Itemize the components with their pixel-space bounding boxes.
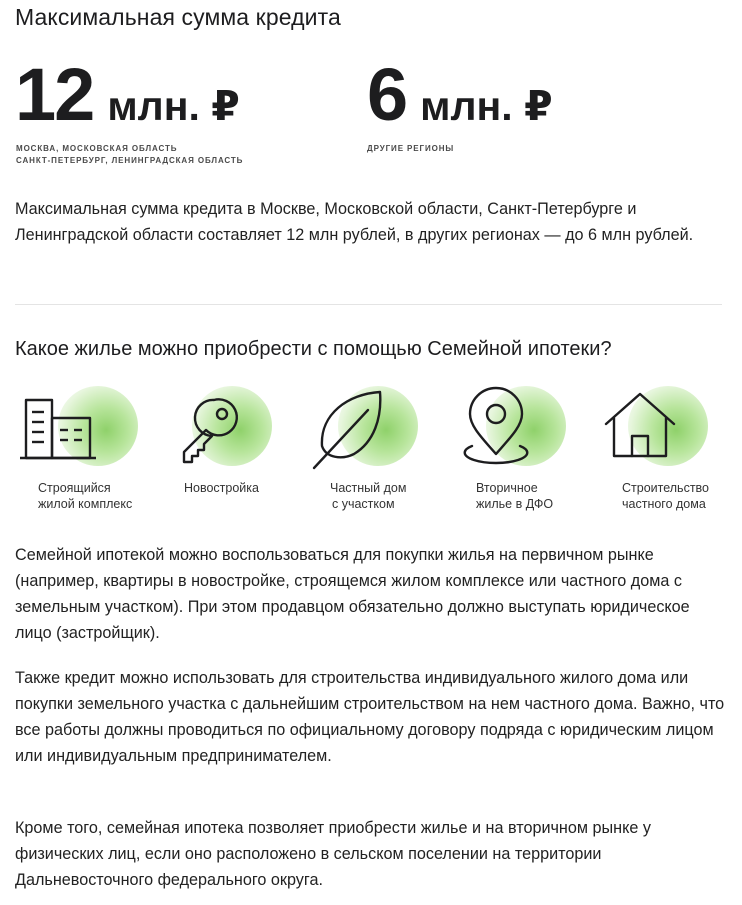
housing-type-label	[38, 480, 132, 512]
label-line: Частный дом	[330, 481, 407, 495]
amount-caption-moscow-spb	[16, 143, 243, 167]
section-divider	[15, 304, 722, 305]
housing-type-private-house-plot	[308, 384, 448, 524]
housing-type-label	[622, 480, 709, 512]
housing-paragraph-primary-market: Семейной ипотекой можно воспользоваться для покупки жилья на первичном рынке (например, квартиры в новостройке, строящемся жилом комплексе или частного дома с земельным участком). При этом продавцом обязательно должно выступать юридическое лицо (застройщик).	[15, 546, 690, 642]
label-line: жилье в ДФО	[476, 497, 554, 511]
amount-unit: млн. ₽	[107, 83, 240, 129]
amount-other-regions	[367, 52, 553, 137]
section-title-housing: Какое жилье можно приобрести с помощью Семейной ипотеки?	[15, 338, 612, 360]
caption-line: МОСКВА, МОСКОВСКАЯ ОБЛАСТЬ	[16, 144, 178, 153]
amount-unit: млн. ₽	[420, 83, 553, 129]
label-line: жилой комплекс	[38, 497, 133, 511]
housing-type-label	[184, 480, 259, 496]
caption-line: САНКТ-ПЕТЕРБУРГ, ЛЕНИНГРАДСКАЯ ОБЛАСТЬ	[16, 156, 244, 165]
housing-paragraph-secondary-market: Кроме того, семейная ипотека позволяет приобрести жилье и на вторичном рынке у физических лиц, если оно расположено в сельском поселении на территории Дальневосточного федерального округа.	[15, 819, 651, 889]
amount-caption-other-regions	[367, 143, 454, 155]
amount-number: 12	[15, 53, 94, 136]
label-line: Вторичное	[476, 481, 538, 495]
label-line: Новостройка	[184, 481, 259, 495]
housing-paragraph-construction: Также кредит можно использовать для строительства индивидуального жилого дома или покупки земельного участка с дальнейшим строительством на нем частного дома. Важно, что все работы должны проводиться по официальному договору подряда с юридическим лицом или индивидуальным предпринимателем.	[15, 669, 725, 765]
housing-type-label	[330, 480, 406, 512]
label-line: Строительство	[622, 481, 709, 495]
label-line: частного дома	[622, 497, 706, 511]
label-line: с участком	[332, 497, 395, 511]
label-line: Строящийся	[38, 481, 111, 495]
amount-moscow-spb	[15, 52, 240, 137]
section-title-max-amount: Максимальная сумма кредита	[15, 4, 341, 30]
housing-type-construction-complex	[16, 384, 156, 524]
caption-line: ДРУГИЕ РЕГИОНЫ	[367, 144, 455, 153]
housing-type-secondary-dfo	[452, 384, 592, 524]
amount-number: 6	[367, 53, 407, 136]
housing-type-label	[476, 480, 553, 512]
housing-type-new-building	[162, 384, 302, 524]
housing-type-house-construction	[600, 384, 740, 524]
max-amount-paragraph: Максимальная сумма кредита в Москве, Московской области, Санкт-Петербурге и Ленинградской области составляет 12 млн рублей, в других регионах — до 6 млн рублей.	[15, 200, 694, 244]
